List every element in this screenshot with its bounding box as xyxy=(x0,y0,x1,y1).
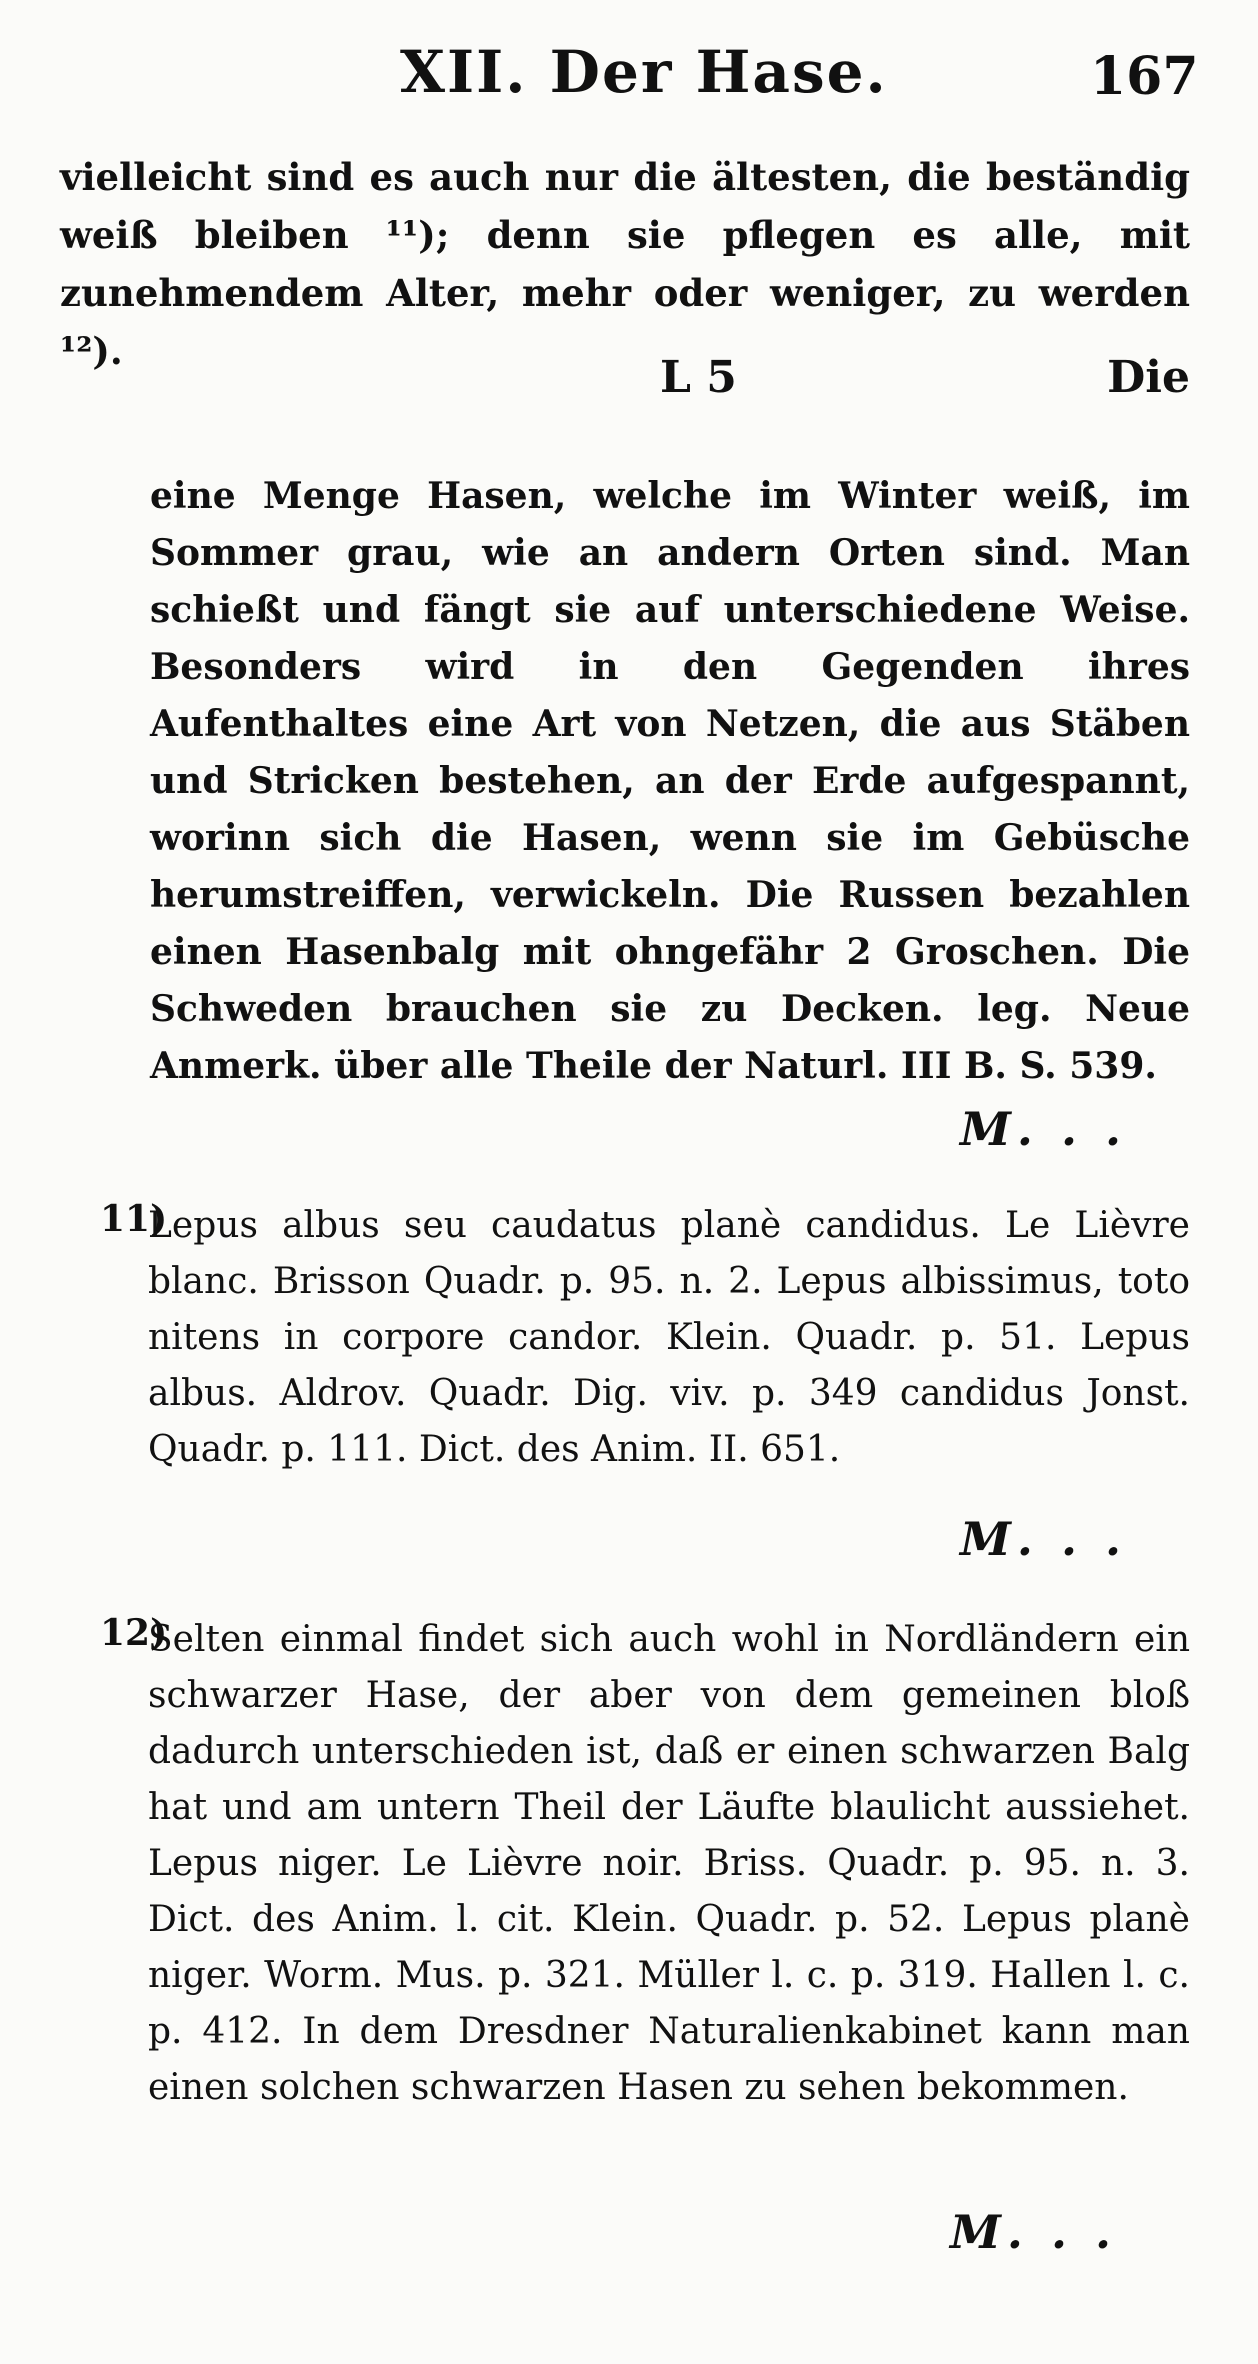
footnote-12 xyxy=(100,1612,1190,2116)
footnote-11 xyxy=(100,1198,1190,1478)
signature-row xyxy=(60,352,1190,422)
top-paragraph: vielleicht sind es auch nur die ältesten, die beständig weiß bleiben ¹¹); denn sie pflegen es alle, mit zunehmendem Alter, mehr oder weniger, zu werden ¹²). xyxy=(60,155,1190,373)
running-title: XII. Der Hase. xyxy=(400,38,888,106)
footnote-12-sign: M. . . xyxy=(950,2205,1117,2259)
footnote-12-number: 12) xyxy=(100,1612,168,1654)
footnote-12-text: Selten einmal findet sich auch wohl in Nordländern ein schwarzer Hase, der aber von dem gemeinen bloß dadurch unterschieden ist, daß er einen schwarzen Balg hat und am untern Theil der Läufte blaulicht aussiehet. Lepus niger. Le Lièvre noir. Briss. Quadr. p. 95. n. 3. Dict. des Anim. l. cit. Klein. Quadr. p. 52. Lepus planè niger. Worm. Mus. p. 321. Müller l. c. p. 319. Hallen l. c. p. 412. In dem Dresdner Naturalienkabinet kann man einen solchen schwarzen Hasen zu sehen bekommen. xyxy=(148,1619,1190,2108)
page-header xyxy=(0,28,1258,118)
note-block-sign: M. . . xyxy=(960,1102,1127,1156)
footnote-11-number: 11) xyxy=(100,1198,168,1240)
note-block: eine Menge Hasen, welche im Winter weiß, im Sommer grau, wie an andern Orten sind. Man schießt und fängt sie auf unterschiedene Weise. Besonders wird in den Gegenden ihres Aufenthaltes eine Art von Netzen, die aus Stäben und Stricken bestehen, an der Erde aufgespannt, worinn sich die Hasen, wenn sie im Gebüsche herumstreiffen, verwickeln. Die Russen bezahlen einen Hasenbalg mit ohngefähr 2 Groschen. Die Schweden brauchen sie zu Decken. leg. Neue Anmerk. über alle Theile der Naturl. III B. S. 539. xyxy=(150,475,1190,1087)
signature-mark: L 5 xyxy=(660,352,737,403)
page-number: 167 xyxy=(1090,46,1199,107)
footnote-11-text: Lepus albus seu caudatus planè candidus. Le Lièvre blanc. Brisson Quadr. p. 95. n. 2. Lepus albissimus, toto nitens in corpore candor. Klein. Quadr. p. 51. Lepus albus. Aldrov. Quadr. Dig. viv. p. 349 candidus Jonst. Quadr. p. 111. Dict. des Anim. II. 651. xyxy=(148,1205,1190,1470)
catchword: Die xyxy=(1107,352,1190,403)
footnote-11-sign: M. . . xyxy=(960,1512,1127,1566)
